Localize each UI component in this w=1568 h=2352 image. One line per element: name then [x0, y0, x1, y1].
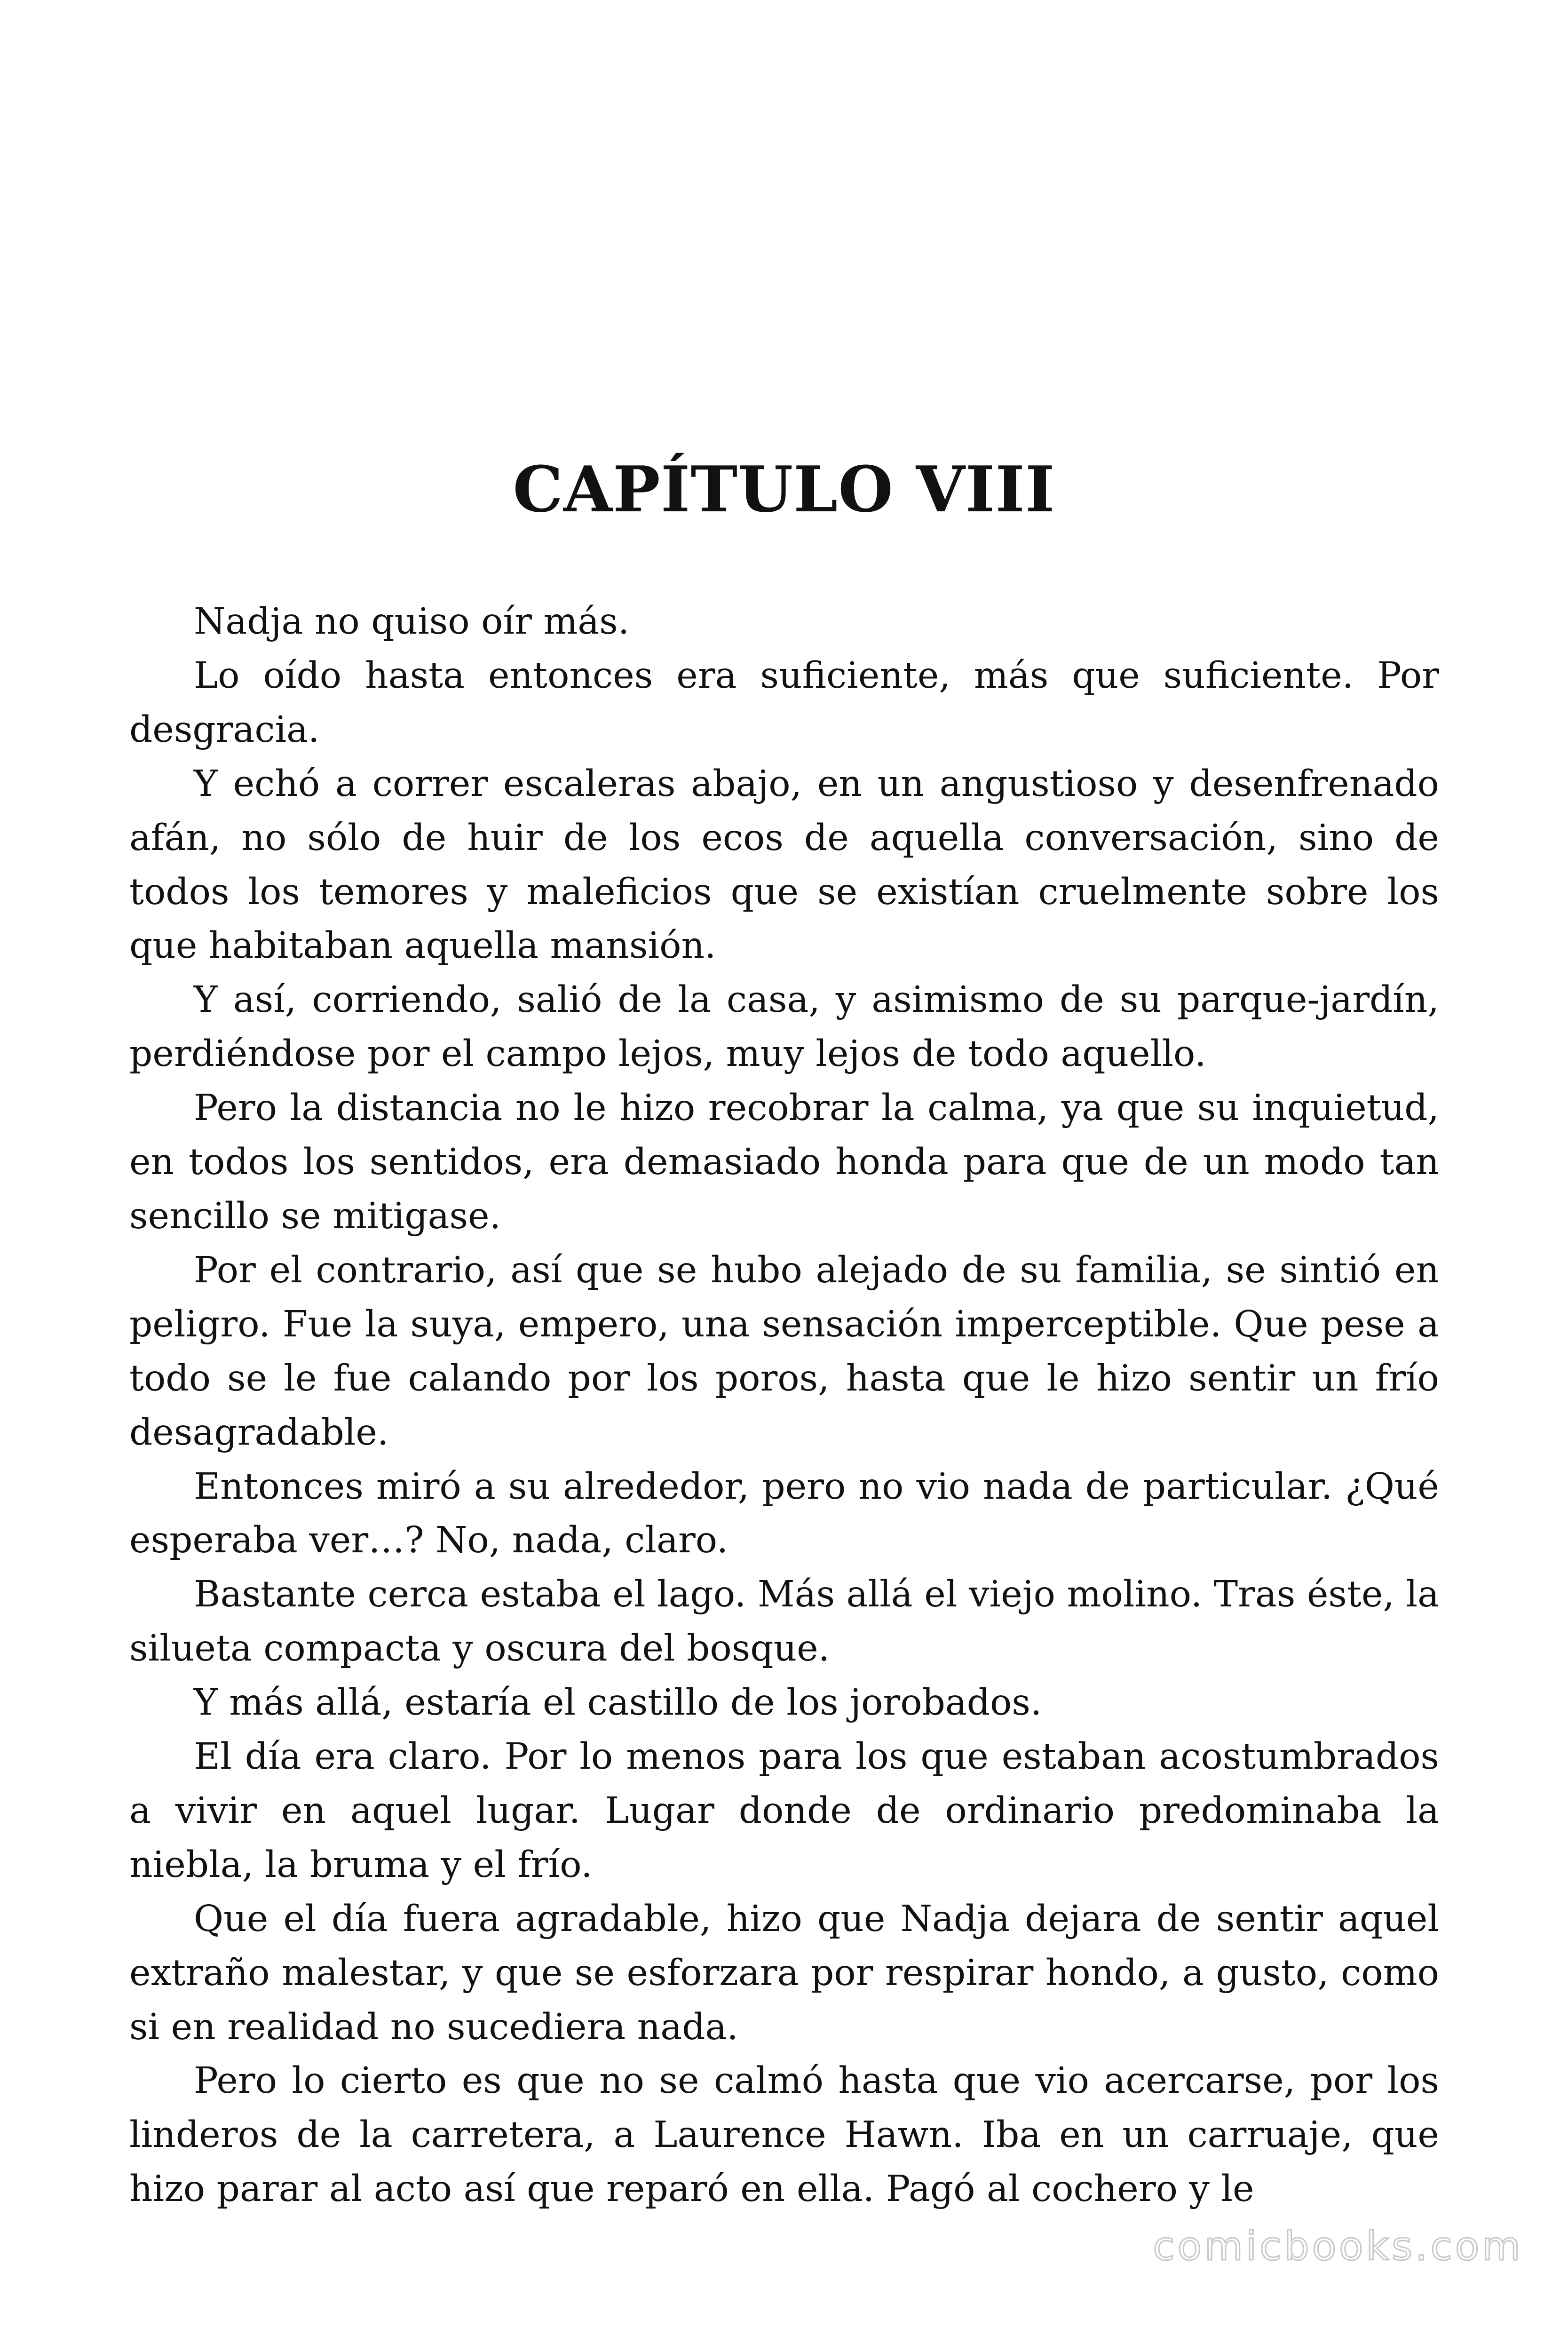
paragraph: Que el día fuera agradable, hizo que Nadja dejara de sentir aquel extraño malestar, y que se esforzara por respirar hondo, a gusto, como si en realidad no sucediera nada.	[129, 1898, 1439, 2048]
paragraph: Entonces miró a su alrededor, pero no vio nada de particular. ¿Qué esperaba ver…? No, nada, claro.	[129, 1465, 1439, 1562]
paragraph: Y más allá, estaría el castillo de los jorobados.	[194, 1682, 1042, 1724]
paragraph: Pero lo cierto es que no se calmó hasta que vio acercarse, por los linderos de la carretera, a Laurence Hawn. Iba en un carruaje, que hizo parar al acto así que reparó en ella. Pagó al cochero y le	[129, 2060, 1439, 2210]
site-watermark: comicbooks.com	[1153, 2223, 1523, 2269]
paragraph: Y echó a correr escaleras abajo, en un angustioso y desenfrenado afán, no sólo de huir de los ecos de aquella conversación, sino de todos los temores y maleficios que se existían cruelmente sobre los que habitaban aquella mansión.	[129, 763, 1439, 967]
paragraph: Lo oído hasta entonces era suficiente, más que suficiente. Por desgracia.	[129, 654, 1439, 751]
paragraph: Nadja no quiso oír más.	[194, 601, 630, 643]
paragraph: Por el contrario, así que se hubo alejado de su familia, se sintió en peligro. Fue la suya, empero, una sensación imperceptible. Que pese a todo se le fue calando por los poros, hasta que le hizo sentir un frío desagradable.	[129, 1249, 1439, 1454]
paragraph: El día era claro. Por lo menos para los que estaban acostumbrados a vivir en aquel lugar. Lugar donde de ordinario predominaba la niebla, la bruma y el frío.	[129, 1736, 1439, 1886]
paragraph: Pero la distancia no le hizo recobrar la calma, ya que su inquietud, en todos los sentidos, era demasiado honda para que de un modo tan sencillo se mitigase.	[129, 1087, 1439, 1237]
paragraph: Bastante cerca estaba el lago. Más allá el viejo molino. Tras éste, la silueta compacta y oscura del bosque.	[129, 1573, 1439, 1670]
paragraph: Y así, corriendo, salió de la casa, y asimismo de su parque-jardín, perdiéndose por el campo lejos, muy lejos de todo aquello.	[129, 979, 1439, 1075]
chapter-title: CAPÍTULO VIII	[513, 452, 1055, 526]
chapter-body	[129, 595, 1439, 2217]
